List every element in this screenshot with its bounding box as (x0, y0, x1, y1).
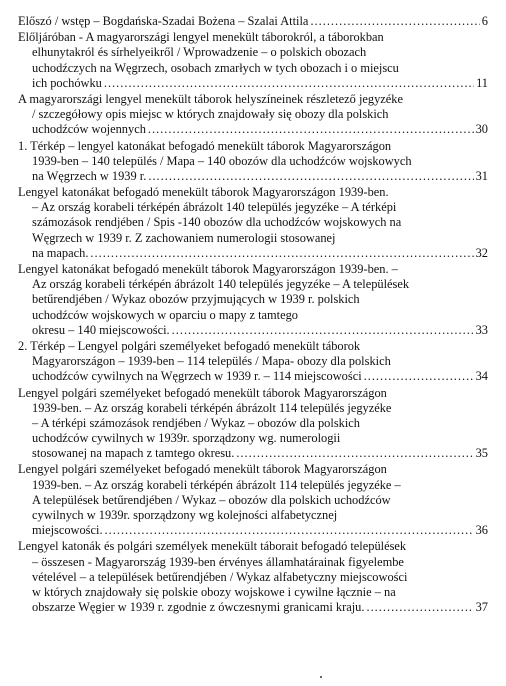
dot-leader (236, 446, 473, 461)
page-number: 32 (475, 245, 488, 260)
toc-entry-line: A magyarországi lengyel menekült táborok helyszíneinek részletező jegyzéke (18, 91, 403, 106)
dot-leader (104, 76, 474, 91)
toc-entry-line: elhunytakról és sírhelyeikről / Wprowadzenie – o polskich obozach (32, 45, 367, 60)
dot-leader (148, 169, 473, 184)
toc-entry-text: obszarze Węgier w 1939 r. zgodnie z ówczesnymi granicami kraju. (32, 600, 365, 615)
toc-entry[interactable] (18, 139, 488, 185)
dot-leader (364, 369, 474, 384)
page-number: 37 (475, 600, 488, 615)
toc-entry-text: uchodźców cywilnych na Węgrzech w 1939 r. – 114 miejscowości (32, 369, 362, 384)
toc-entry-line: uchodźców wojskowych w oparciu o mapy z tamtego (32, 307, 298, 322)
toc-entry-final-line (18, 246, 488, 261)
toc-entry[interactable] (18, 262, 488, 338)
toc-entry-line: w których znajdowały się polskie obozy wojskowe i cywilne łącznie – na (32, 584, 396, 599)
toc-entry-final-line (18, 323, 488, 338)
page-number: 33 (475, 322, 488, 337)
toc-entry-line: 1939-ben – 140 település / Mapa – 140 obozów dla uchodźców wojskowych (32, 153, 412, 168)
dot-leader (366, 600, 473, 615)
toc-entry-line: uchodźczych na Węgrzech, osobach zmarłych w tych obozach i o miejscu (32, 60, 399, 75)
page-number: 31 (475, 168, 488, 183)
toc-entry-text: okresu – 140 miejscowości. (32, 322, 170, 337)
toc-entry[interactable] (18, 386, 488, 462)
toc-entry-final-line (18, 523, 488, 538)
toc-entry-text: na Węgrzech w 1939 r. (32, 168, 147, 183)
toc-entry-line: 1939-ben. – Az ország korabeli térképén ábrázolt 114 település jegyzéke – (32, 477, 401, 492)
toc-entry-line: – összesen - Magyarország 1939-ben érvényes államhatárainak figyelembe (32, 554, 404, 569)
toc-entry[interactable] (18, 462, 488, 538)
toc-entry[interactable] (18, 92, 488, 138)
toc-entry-line: Előljáróban - A magyarországi lengyel menekült táborokról, a táborokban (18, 30, 384, 45)
toc-entry-line: Az ország korabeli térképén ábrázolt 140 település jegyzéke – A települések (32, 277, 410, 292)
page-number: 11 (476, 75, 488, 90)
page-number: 34 (475, 369, 488, 384)
toc-entry-line: Węgrzech w 1939 r. Z zachowaniem numerologii stosowanej (32, 230, 336, 245)
toc-entry-final-line (18, 122, 488, 137)
toc-entry-line: Lengyel katonákat befogadó menekült táborok Magyarországon 1939-ben. (18, 185, 389, 200)
toc-entry[interactable] (18, 539, 488, 615)
toc-entry-line: – A térképi számozások rendjében / Wykaz – obozów dla polskich (32, 415, 360, 430)
toc-entry[interactable] (18, 185, 488, 261)
toc-entry-text: na mapach. (32, 245, 89, 260)
toc-entry-line: Lengyel polgári személyeket befogadó menekült táborok Magyarországon (18, 385, 387, 400)
toc-entry-final-line (18, 169, 488, 184)
page-number: 36 (475, 523, 488, 538)
toc-entry[interactable] (18, 339, 488, 385)
table-of-contents (18, 14, 488, 616)
page-number: 6 (481, 14, 488, 28)
toc-entry-final-line (18, 14, 488, 29)
toc-entry-final-line (18, 446, 488, 461)
toc-entry-final-line (18, 369, 488, 384)
toc-entry-final-line (18, 76, 488, 91)
toc-entry[interactable] (18, 14, 488, 29)
toc-entry-line: uchodźców cywilnych w 1939r. sporządzony wg. numerologii (32, 431, 341, 446)
toc-entry-line: 1. Térkép – lengyel katonákat befogadó menekült táborok Magyarországon (18, 138, 392, 153)
dot-leader (90, 246, 473, 261)
toc-entry-line: 2. Térkép – Lengyel polgári személyeket befogadó menekült táborok (18, 338, 361, 353)
toc-entry-text: stosowanej na mapach z tamtego okresu. (32, 446, 235, 461)
toc-entry-text: uchodźców wojennych (32, 122, 146, 137)
toc-entry-final-line (18, 600, 488, 615)
dot-leader (172, 323, 474, 338)
dot-leader (148, 122, 474, 137)
toc-entry-text: ich pochówku (32, 75, 102, 90)
dot-leader (105, 523, 474, 538)
toc-entry-line: Lengyel katonák és polgári személyek menekült táborait befogadó települések (18, 539, 407, 554)
toc-entry-line: Magyarországon – 1939-ben – 114 település / Mapa- obozy dla polskich (32, 354, 391, 369)
toc-entry-line: / szczegółowy opis miejsc w których znajdowały się obozy dla polskich (32, 107, 389, 122)
page-number: 30 (475, 122, 488, 137)
toc-entry[interactable] (18, 30, 488, 91)
toc-entry-line: számozások rendjében / Spis -140 obozów dla uchodźców wojskowych na (32, 215, 402, 230)
speck-mark (320, 676, 322, 678)
page-number: 35 (475, 446, 488, 461)
toc-entry-line: 1939-ben. – Az ország korabeli térképén ábrázolt 114 település jegyzéke (32, 400, 392, 415)
toc-entry-line: Lengyel katonákat befogadó menekült táborok Magyarországon 1939-ben. – (18, 262, 398, 276)
toc-entry-text: miejscowości. (32, 523, 103, 538)
toc-entry-line: betűrendjében / Wykaz obozów przyjmujących w 1939 r. polskich (32, 292, 360, 307)
toc-entry-line: – Az ország korabeli térképén ábrázolt 140 település jegyzéke – A térképi (32, 200, 397, 215)
toc-entry-text: Előszó / wstęp – Bogdańska-Szadai Bożena – Szalai Attila (18, 14, 309, 28)
toc-entry-line: cywilnych w 1939r. sporządzony wg kolejności alfabetycznej (32, 508, 338, 522)
dot-leader (310, 14, 479, 29)
toc-entry-line: Lengyel polgári személyeket befogadó menekült táborok Magyarországon (18, 462, 387, 477)
toc-entry-line: A települések betűrendjében / Wykaz – obozów dla polskich uchodźców (32, 492, 391, 507)
toc-entry-line: vételével – a települések betűrendjében / Wykaz alfabetyczny miejscowości (32, 569, 408, 584)
